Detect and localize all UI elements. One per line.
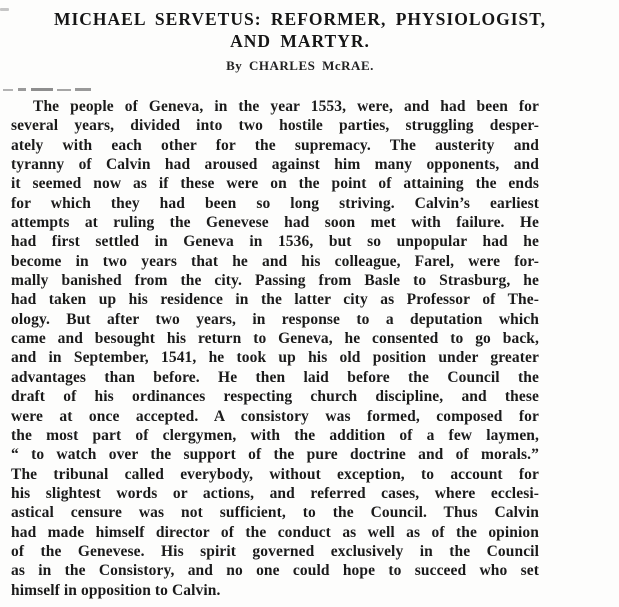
body-text-line: for which they had been so long striving. Calvin’s earliest xyxy=(11,194,539,212)
article-title xyxy=(0,8,600,52)
body-text-line: advantages than before. He then laid before the Council the xyxy=(11,368,539,386)
body-text-line: “ to watch over the support of the pure doctrine and of morals.” xyxy=(11,446,539,464)
body-text-line: and in September, 1541, he took up his old position under greater xyxy=(11,349,539,367)
article-byline: By CHARLES McRAE. xyxy=(226,58,374,73)
scan-artifact-dashed-line xyxy=(3,87,98,92)
body-text-line: become in two years that he and his colleague, Farel, were for- xyxy=(11,252,539,270)
article-title-line1: MICHAEL SERVETUS: REFORMER, PHYSIOLOGIST, xyxy=(53,9,547,29)
body-text-line: The tribunal called everybody, without exception, to account for xyxy=(11,465,539,483)
body-text-line: ology. But after two years, in response to a deputation which xyxy=(11,310,539,328)
body-text-line: mally banished from the city. Passing from Basle to Strasburg, he xyxy=(11,272,539,290)
article-title-line2: AND MARTYR. xyxy=(230,31,370,51)
body-text-line: had taken up his residence in the latter city as Professor of The- xyxy=(11,291,539,309)
scan-dash xyxy=(75,88,91,91)
body-text-line: it seemed now as if these were on the point of attaining the ends xyxy=(11,175,539,193)
body-text-line: were at once accepted. A consistory was formed, composed for xyxy=(11,407,539,425)
body-text-line: draft of his ordinances respecting church discipline, and these xyxy=(11,388,539,406)
body-text-line: The people of Geneva, in the year 1553, were, and had been for xyxy=(33,98,539,115)
body-text-line: ately with each other for the supremacy. The austerity and xyxy=(11,136,539,154)
body-text-line: had made himself director of the conduct as well as of the opinion xyxy=(11,523,539,541)
body-text-line: the most part of clergymen, with the addition of a few laymen, xyxy=(11,426,539,444)
article-body xyxy=(11,97,539,600)
scan-dash xyxy=(31,88,53,91)
body-text-line: attempts at ruling the Genevese had soon met with failure. He xyxy=(11,214,539,232)
body-text-line: of the Genevese. His spirit governed exclusively in the Council xyxy=(11,542,539,560)
scan-dash xyxy=(3,89,13,91)
body-text-line: astical censure was not sufficient, to the Council. Thus Calvin xyxy=(11,504,539,522)
body-text-line: himself in opposition to Calvin. xyxy=(11,581,221,599)
body-text-line: had first settled in Geneva in 1536, but so unpopular had he xyxy=(11,233,539,251)
body-text-line: his slightest words or actions, and referred cases, where ecclesi- xyxy=(11,484,539,502)
scan-dash xyxy=(18,88,26,91)
body-text-line: tyranny of Calvin had aroused against him many opponents, and xyxy=(11,156,539,174)
body-text-line: as in the Consistory, and no one could hope to succeed who set xyxy=(11,562,539,580)
body-text-line: came and besought his return to Geneva, he consented to go back, xyxy=(11,330,539,348)
scan-dash xyxy=(57,89,71,91)
body-text-line: several years, divided into two hostile parties, struggling desper- xyxy=(11,117,539,135)
